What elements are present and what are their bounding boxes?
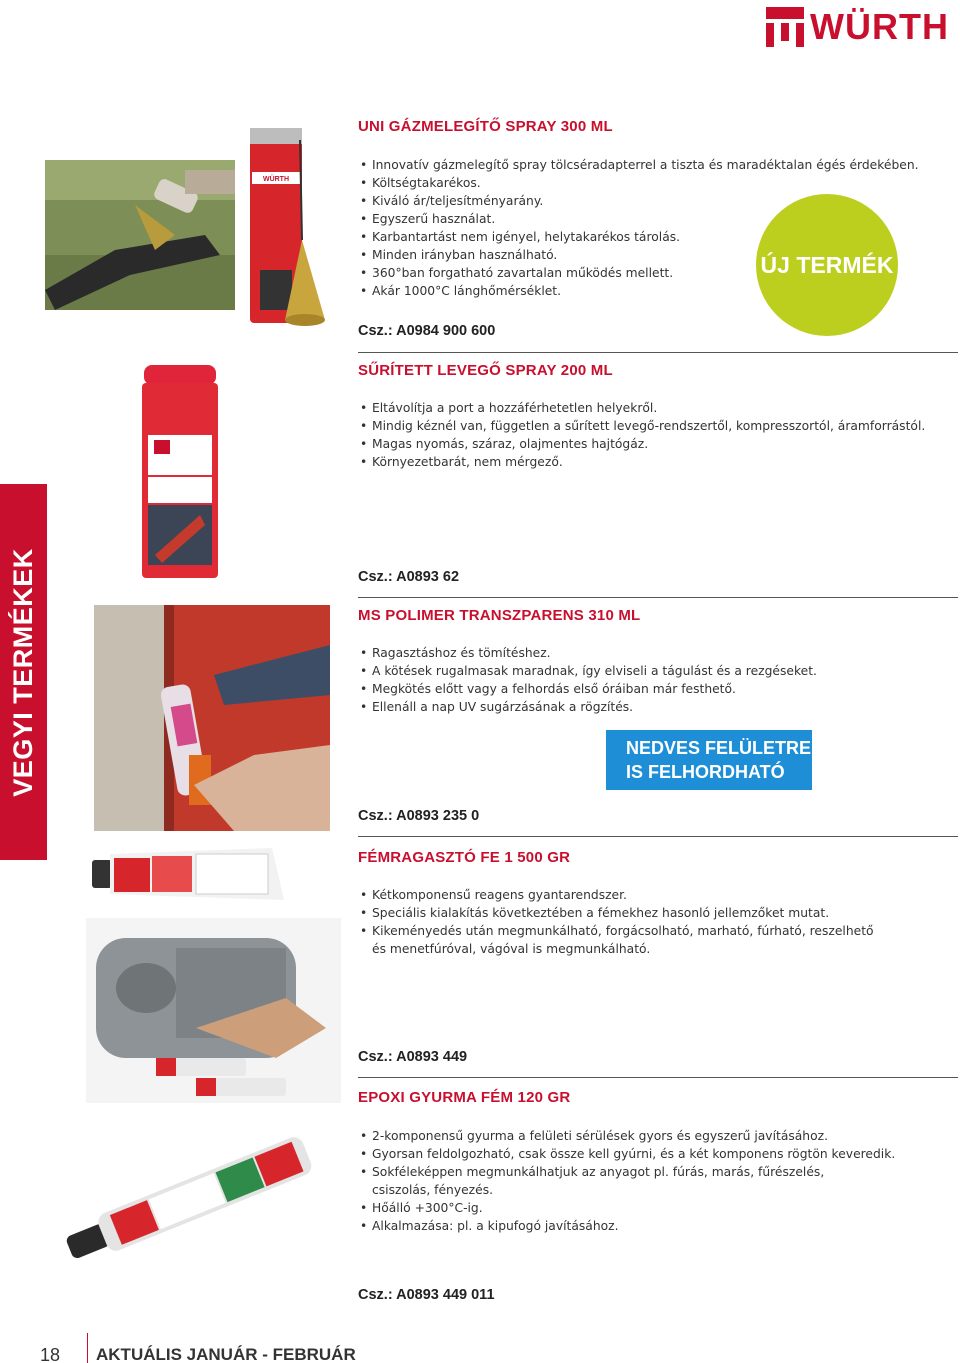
side-category-band <box>0 484 47 860</box>
divider <box>358 836 958 837</box>
product-feature-list <box>358 644 958 716</box>
list-item: • Hőálló +300°C-ig. <box>358 1199 958 1217</box>
epoxy-stick-photo <box>50 1130 330 1270</box>
product-title: SŰRÍTETT LEVEGŐ SPRAY 200 ML <box>358 362 613 379</box>
product-code: Csz.: A0893 449 <box>358 1049 468 1065</box>
product-code: Csz.: A0893 62 <box>358 569 460 585</box>
brand-name: WÜRTH <box>810 6 949 47</box>
wurth-logo-mark-icon <box>766 7 804 47</box>
list-item: • Innovatív gázmelegítő spray tölcséradapterrel a tiszta és maradéktalan égés érdekében. <box>358 156 958 174</box>
footer-issue-label: AKTUÁLIS JANUÁR - FEBRUÁR <box>96 1345 356 1363</box>
list-item: • 360°ban forgatható zavartalan működés mellett. <box>358 264 958 282</box>
list-item: • Ragasztáshoz és tömítéshez. <box>358 644 958 662</box>
metal-adhesive-repair-photo <box>86 918 341 1103</box>
list-item: • Speciális kialakítás következtében a fémekhez hasonló jellemzőket mutat. <box>358 904 958 922</box>
wurth-logo <box>766 6 958 48</box>
product-feature-list <box>358 886 958 958</box>
list-item: • Akár 1000°C lánghőmérséklet. <box>358 282 958 300</box>
list-item: • Megkötés előtt vagy a felhordás első óráiban már festhető. <box>358 680 958 698</box>
product-feature-list <box>358 1127 958 1235</box>
new-product-badge-text: ÚJ TERMÉK <box>760 251 894 278</box>
wet-surface-badge-line: IS FELHORDHATÓ <box>626 762 785 782</box>
product-code: Csz.: A0893 449 011 <box>358 1287 495 1303</box>
svg-text:WÜRTH: WÜRTH <box>262 176 290 183</box>
compressed-air-spray-photo <box>140 365 220 580</box>
list-item: • Gyorsan feldolgozható, csak össze kell gyúrni, és a két komponens rögtön keveredik. <box>358 1145 958 1163</box>
list-item: • Sokféleképpen megmunkálhatjuk az anyagot pl. fúrás, marás, fűrészelés, csiszolás, fényezés. <box>358 1163 858 1199</box>
wet-surface-badge <box>606 730 812 790</box>
product-title: EPOXI GYURMA FÉM 120 GR <box>358 1089 571 1106</box>
list-item: • Kiváló ár/teljesítményarány. <box>358 192 958 210</box>
divider <box>358 597 958 598</box>
product-title: MS POLIMER TRANSZPARENS 310 ML <box>358 607 641 624</box>
list-item: • Költségtakarékos. <box>358 174 958 192</box>
new-product-badge <box>756 194 898 336</box>
side-category-label: VEGYI TERMÉKEK <box>8 547 39 797</box>
footer-divider <box>87 1333 88 1363</box>
product-title: UNI GÁZMELEGÍTŐ SPRAY 300 ML <box>358 118 613 135</box>
list-item: • Egyszerű használat. <box>358 210 958 228</box>
gas-torch-usage-photo <box>45 160 235 310</box>
product-title: FÉMRAGASZTÓ FE 1 500 GR <box>358 849 571 866</box>
list-item: • Alkalmazása: pl. a kipufogó javításához. <box>358 1217 958 1235</box>
product-code: Csz.: A0893 235 0 <box>358 808 480 824</box>
list-item: • Ellenáll a nap UV sugárzásának a rögzítés. <box>358 698 958 716</box>
wet-surface-badge-line: NEDVES FELÜLETRE <box>626 738 812 758</box>
gas-torch-can-photo <box>240 120 340 335</box>
product-code: Csz.: A0984 900 600 <box>358 323 496 339</box>
list-item: • Kétkomponensű reagens gyantarendszer. <box>358 886 958 904</box>
list-item: • Kikeményedés után megmunkálható, forgácsolható, marható, fúrható, reszelhető és menetfúróval, vágóval is megmunkálható. <box>358 922 878 958</box>
product-feature-list <box>358 399 958 471</box>
divider <box>358 352 958 353</box>
list-item: • Minden irányban használható. <box>358 246 958 264</box>
list-item: • 2-komponensű gyurma a felületi sérülések gyors és egyszerű javításához. <box>358 1127 958 1145</box>
list-item: • Karbantartást nem igényel, helytakarékos tárolás. <box>358 228 958 246</box>
list-item: • Eltávolítja a port a hozzáférhetetlen helyekről. <box>358 399 958 417</box>
divider <box>358 1077 958 1078</box>
list-item: • Környezetbarát, nem mérgező. <box>358 453 958 471</box>
page-number: 18 <box>40 1345 61 1363</box>
sealant-application-photo <box>94 605 330 831</box>
list-item: • A kötések rugalmasak maradnak, így elviseli a tágulást és a rezgéseket. <box>358 662 958 680</box>
metal-adhesive-tube-photo <box>92 848 284 900</box>
list-item: • Magas nyomás, száraz, olajmentes hajtógáz. <box>358 435 958 453</box>
list-item: • Mindig kéznél van, független a sűrített levegő-rendszertől, kompresszortól, áramforrástól. <box>358 417 958 435</box>
